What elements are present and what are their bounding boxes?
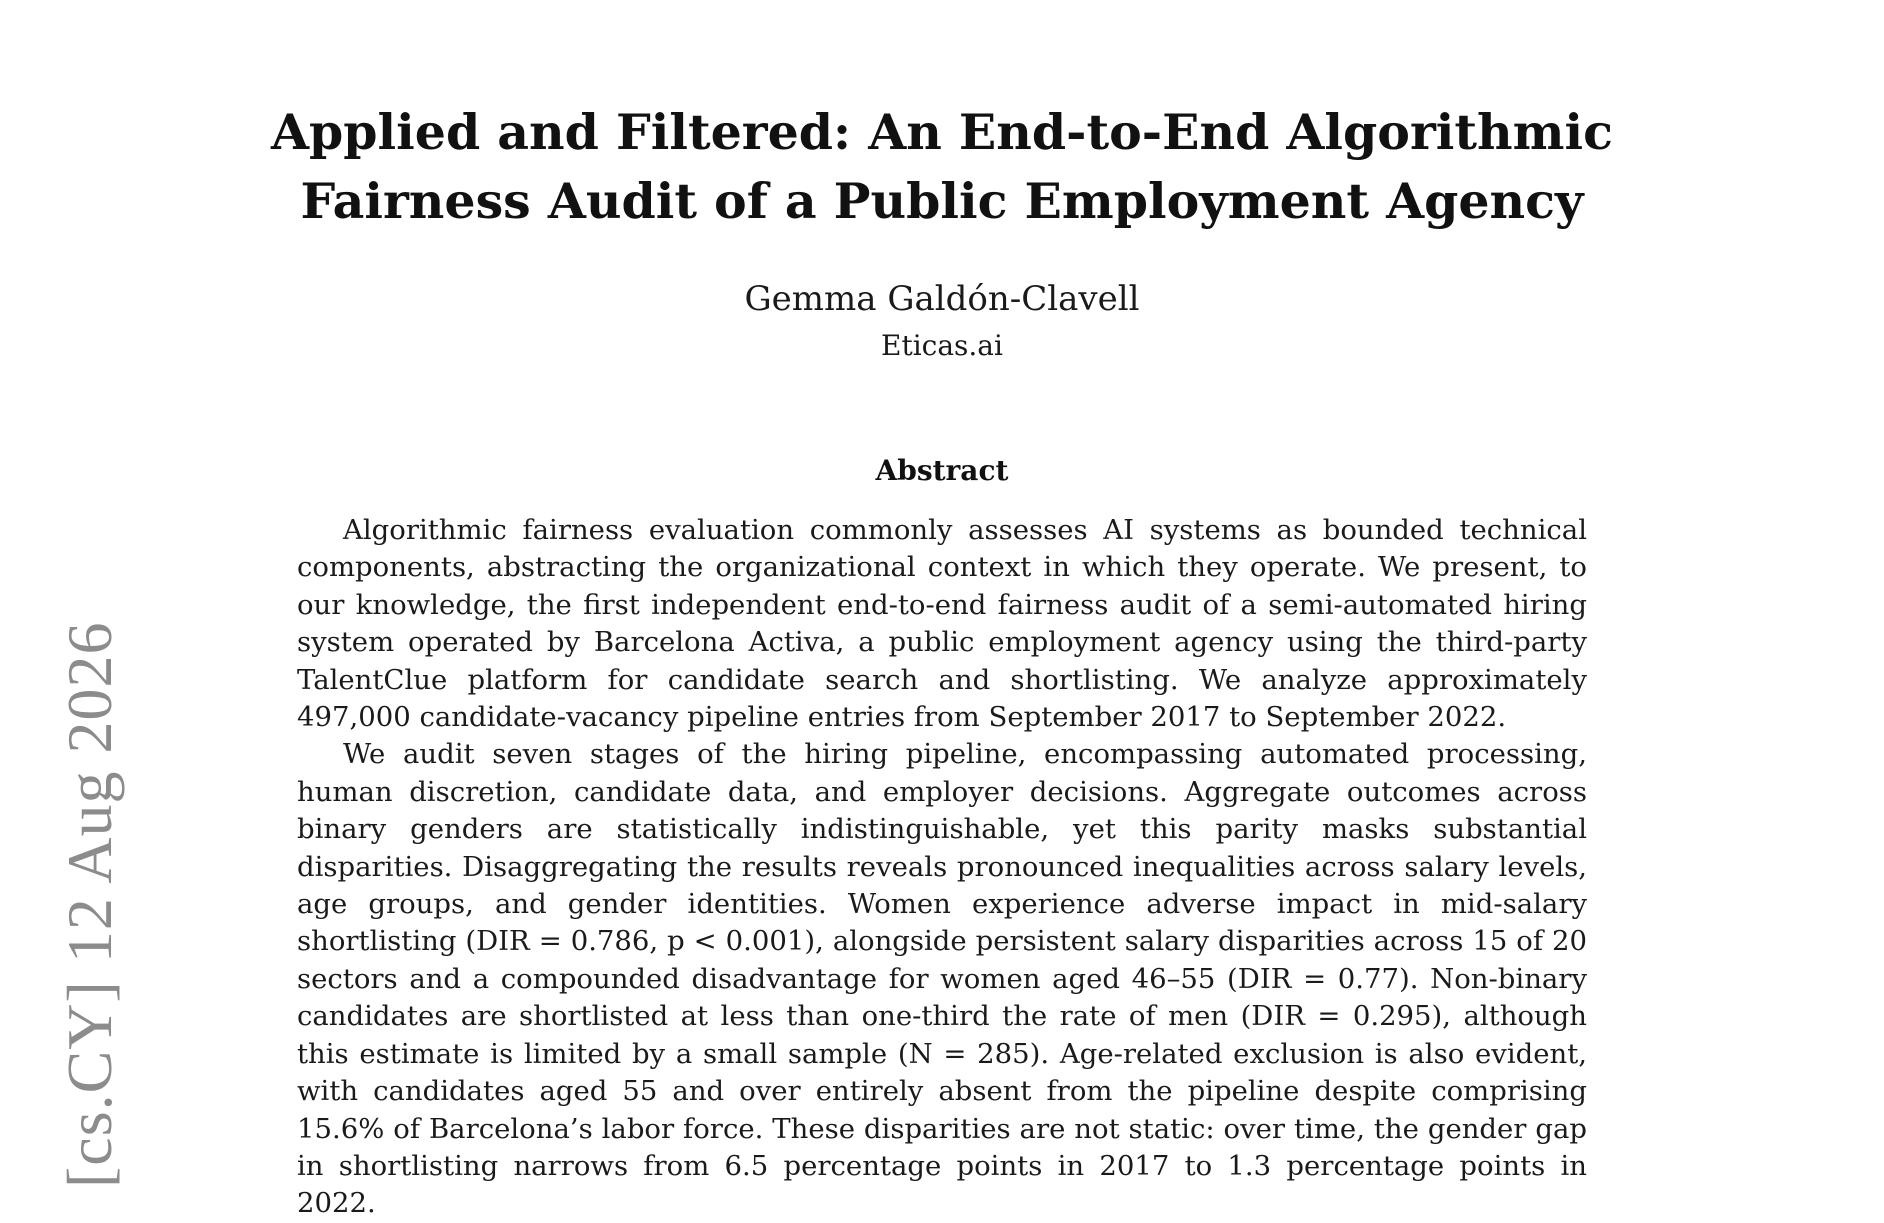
paper-title [0, 98, 1884, 236]
paper-title-line-1: Applied and Filtered: An End-to-End Algorithmic [271, 103, 1613, 161]
abstract-paragraph: We audit seven stages of the hiring pipeline, encompassing automated processing, human discretion, candidate data, and employer decisions. Aggregate outcomes across binary genders are statistically indistinguishable, yet this parity masks substantial disparities. Disaggregating the results reveals pronounced inequalities across salary levels, age groups, and gender identities. Women experience adverse impact in mid-salary shortlisting (DIR = 0.786, p < 0.001), alongside persistent salary disparities across 15 of 20 sectors and a compounded disadvantage for women aged 46–55 (DIR = 0.77). Non-binary candidates are shortlisted at less than one-third the rate of men (DIR = 0.295), although this estimate is limited by a small sample (N = 285). Age-related exclusion is also evident, with candidates aged 55 and over entirely absent from the pipeline despite comprising 15.6% of Barcelona’s labor force. These disparities are not static: over time, the gender gap in shortlisting narrows from 6.5 percentage points in 2017 to 1.3 percentage points in 2022. [297, 738, 1587, 1220]
author-name: Gemma Galdón-Clavell [744, 279, 1140, 319]
abstract-paragraph: Algorithmic fairness evaluation commonly assesses AI systems as bounded technical components, abstracting the organizational context in which they operate. We present, to our knowledge, the first independent end-to-end fairness audit of a semi-automated hiring system operated by Barcelona Activa, a public employment agency using the third-party TalentClue platform for candidate search and shortlisting. We analyze approximately 497,000 candidate-vacancy pipeline entries from September 2017 to September 2022. [297, 514, 1587, 734]
paper-title-line-2: Fairness Audit of a Public Employment Agency [300, 172, 1584, 230]
author-affiliation: Eticas.ai [881, 329, 1003, 362]
abstract-body [297, 512, 1587, 1223]
abstract-heading: Abstract [875, 454, 1009, 487]
arxiv-identifier-stamp: [cs.CY] 12 Aug 2026 [54, 621, 125, 1188]
